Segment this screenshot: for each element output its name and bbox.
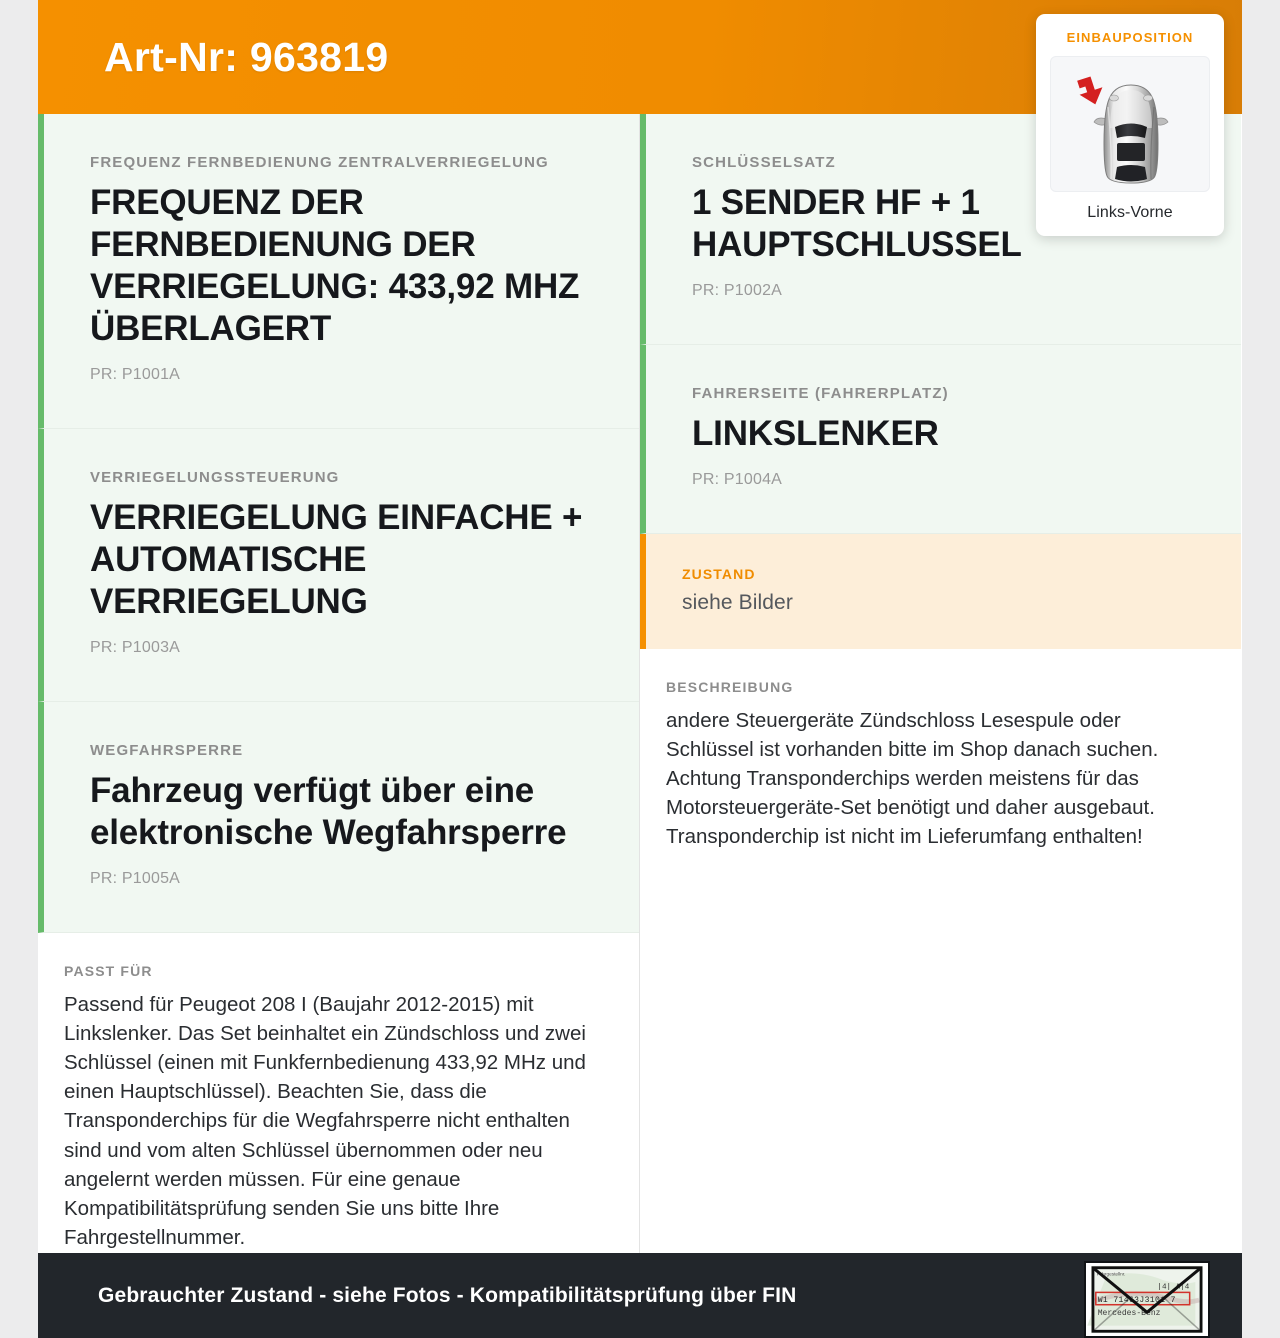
thumbnail-brand: Mercedes-Benz (1097, 1309, 1161, 1319)
left-column (38, 114, 640, 1288)
spec-value: 1 SENDER HF + 1 HAUPTSCHLUSSEL (692, 183, 1022, 264)
fits-for-section (38, 933, 639, 1288)
installation-position-figure (1050, 56, 1210, 192)
spec-label: VERRIEGELUNGSSTEUERUNG (90, 469, 340, 486)
condition-value: siehe Bilder (682, 591, 793, 614)
right-column (640, 114, 1241, 1253)
thumbnail-caption: Fahrgestellnr. (1096, 1272, 1126, 1278)
spec-pr-code: PR: P1004A (692, 471, 783, 488)
car-top-view-icon (1051, 57, 1210, 192)
spec-card (640, 345, 1241, 534)
spec-label: WEGFAHRSPERRE (90, 742, 244, 759)
page-title: Art-Nr: 963819 (104, 33, 389, 80)
installation-position-title: EINBAUPOSITION (1066, 30, 1194, 45)
spec-card (38, 114, 639, 429)
svg-text:|4| A|4: |4| A|4 (1157, 1283, 1190, 1292)
spec-card (38, 429, 639, 702)
spec-label: FAHRERSEITE (FAHRERPLATZ) (692, 385, 949, 402)
product-spec-sheet (38, 0, 1242, 1338)
description-label: BESCHREIBUNG (666, 679, 794, 695)
spec-pr-code: PR: P1002A (692, 282, 783, 299)
spec-pr-code: PR: P1005A (90, 870, 181, 887)
spec-pr-code: PR: P1003A (90, 639, 181, 656)
condition-label: ZUSTAND (682, 566, 756, 582)
spec-value: LINKSLENKER (692, 414, 939, 453)
fits-for-label: PASST FÜR (64, 963, 153, 979)
spec-value: VERRIEGELUNG EINFACHE + AUTOMATISCHE VERRIEGELUNG (90, 498, 583, 621)
installation-position-caption: Links-Vorne (1087, 204, 1173, 221)
content-area (38, 114, 1242, 1253)
spec-label: FREQUENZ FERNBEDIENUNG ZENTRALVERRIEGELUNG (90, 154, 549, 171)
condition-card (640, 534, 1241, 649)
installation-position-card (1036, 14, 1224, 236)
spec-card (38, 702, 639, 933)
spec-value: Fahrzeug verfügt über eine elektronische Wegfahrsperre (90, 771, 567, 852)
fits-for-text: Passend für Peugeot 208 I (Baujahr 2012-2015) mit Linkslenker. Das Set beinhaltet ein Zündschloss und zwei Schlüssel (einen mit Funkfernbedienung 433,92 MHz und einen Hauptschlüssel). Beachten Sie, dass die Transponderchips für die Wegfahrsperre nicht enthalten sind und vom alten Schlüssel übernommen oder neu angelernt werden müssen. Für eine genaue Kompatibilitätsprüfung senden Sie uns bitte Ihre Fahrgestellnummer. (64, 993, 586, 1249)
thumbnail-vin: W1 71463J3101 7 (1097, 1295, 1176, 1305)
vin-document-thumbnail (1084, 1261, 1210, 1338)
footer-notice: Gebrauchter Zustand - siehe Fotos - Kompatibilitätsprüfung über FIN (98, 1283, 797, 1307)
spec-label: SCHLÜSSELSATZ (692, 154, 836, 171)
spec-value: FREQUENZ DER FERNBEDIENUNG DER VERRIEGELUNG: 433,92 MHZ ÜBERLAGERT (90, 183, 580, 348)
footer-bar (38, 1253, 1242, 1338)
vehicle-registration-envelope-icon (1086, 1263, 1208, 1336)
red-arrow-icon (1075, 74, 1106, 108)
description-section (640, 649, 1241, 888)
spec-pr-code: PR: P1001A (90, 366, 181, 383)
description-text: andere Steuergeräte Zündschloss Lesespule oder Schlüssel ist vorhanden bitte im Shop danach suchen. Achtung Transponderchips werden meistens für das Motorsteuergeräte-Set benötigt und daher ausgebaut. Transponderchip ist nicht im Lieferumfang enthalten! (666, 709, 1159, 849)
